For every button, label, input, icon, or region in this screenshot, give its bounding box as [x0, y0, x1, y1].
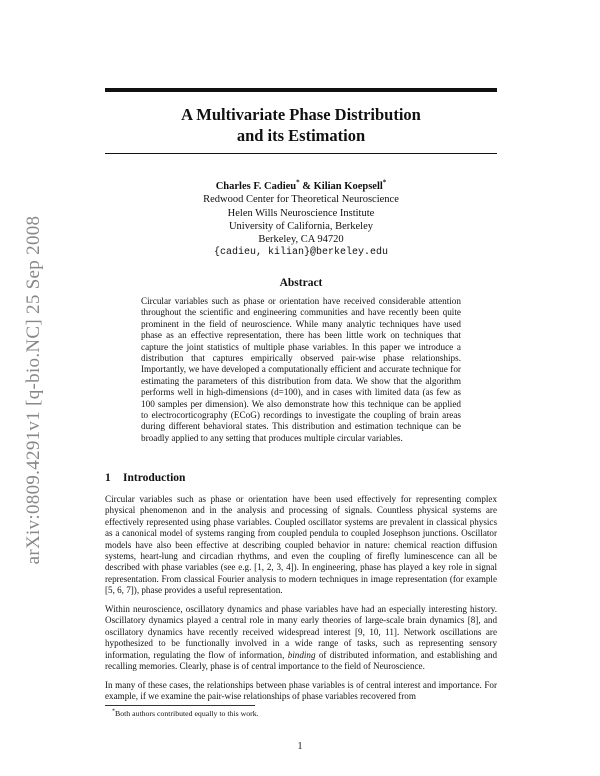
author-email: {cadieu, kilian}@berkeley.edu [213, 247, 389, 259]
page-number: 1 [297, 741, 303, 752]
section-heading [105, 472, 185, 484]
affiliation-line-2: Helen Wills Neuroscience Institute [227, 207, 375, 219]
author-names [105, 180, 497, 193]
author-1-name: Charles F. Cadieu [215, 181, 297, 192]
arxiv-stamp [8, 190, 60, 590]
arxiv-stamp-text: arXiv:0809.4291v1 [q-bio.NC] 25 Sep 2008 [23, 215, 44, 565]
footnote-text: Both authors contributed equally to this work. [115, 709, 259, 718]
footnote [112, 709, 259, 718]
abstract-text: Circular variables such as phase or orientation have received considerable attention throughout the scientific and engineering communities and have recently been quite prominent in the field of neuroscience. While many analytic techniques have used phase as an effective representation, there has been little work on techniques that capture the joint statistics of multiple phase variables. In this paper we introduce a distribution that captures empirically observed pair-wise phase relationships. Importantly, we have developed a computationally efficient and accurate technique for estimating the parameters of this distribution from data. We show that the algorithm performs well in high-dimensions (d=100), and in cases with limited data (as few as 100 samples per dimension). We also demonstrate how this technique can be applied to electrocorticography (ECoG) recordings to investigate the coupling of brain areas during different behavioral states. This distribution and estimation technique can be broadly applied to any setting that produces multiple circular variables. [141, 296, 461, 443]
abstract-heading: Abstract [279, 277, 323, 289]
intro-paragraph-1: Circular variables such as phase or orientation have been used effectively for representing complex physical phenomenon and in the analysis and processing of signals. Countless physical systems are effectively represented using phase variables. Coupled oscillator systems are prevalent in classical physics as a canonical model of systems ranging from coupled pendula to coupled Josephson junctions. Oscillator models have also been effective at describing coupled behavior in nature: chemical reaction diffusion systems, heart-lung and circadian rhythms, and even the coupling of firefly luminescence can all be described with phase variables (see e.g. [1, 2, 3, 4]). In engineering, phase has played a key role in signal representation. From classical Fourier analysis to modern techniques in image representation (for example [5, 6, 7]), phase provides a useful representation. [105, 494, 497, 596]
affiliation-line-4: Berkeley, CA 94720 [258, 234, 344, 246]
paper-title [105, 104, 497, 146]
footnote-mark: * [112, 708, 115, 715]
footnote-rule [105, 705, 255, 706]
author-separator: & [299, 181, 314, 192]
title-rule-bottom [105, 153, 497, 154]
title-line-2: and its Estimation [236, 126, 366, 145]
section-title: Introduction [123, 472, 186, 484]
intro-paragraph-3: In many of these cases, the relationships between phase variables is of central interest and importance. For example, if we examine the pair-wise relationships of phase variables recovered from [105, 680, 497, 702]
intro-paragraph-2-emphasis: binding [287, 649, 316, 660]
author-1-mark: * [296, 178, 300, 187]
author-2-mark: * [382, 178, 387, 187]
author-block [105, 180, 497, 260]
title-line-1: A Multivariate Phase Distribution [181, 105, 421, 124]
affiliation-line-1: Redwood Center for Theoretical Neuroscience [203, 194, 399, 206]
author-2-name: Kilian Koepsell [313, 181, 383, 192]
affiliation-line-3: University of California, Berkeley [228, 220, 374, 232]
intro-paragraph-2 [105, 604, 497, 672]
section-number: 1 [105, 472, 111, 484]
title-rule-top [105, 88, 497, 92]
intro-paragraph-2-part-1: Within neuroscience, oscillatory dynamics and phase variables have had an especially interesting history. Oscillatory dynamics played a central role in many early theories of large-scale brain dynamics [8], and oscillatory dynamics have recently received widespread interest [9, 10, 11]. Network oscillations are hypothesized to be functionally involved in a wide range of tasks, such as representing sensory information, regulating the flow of information, [105, 604, 497, 660]
intro-paragraph-2-part-2: of distributed information, and establishing and recalling memories. Clearly, phase is of central importance to the field of Neuroscience. [105, 649, 498, 672]
